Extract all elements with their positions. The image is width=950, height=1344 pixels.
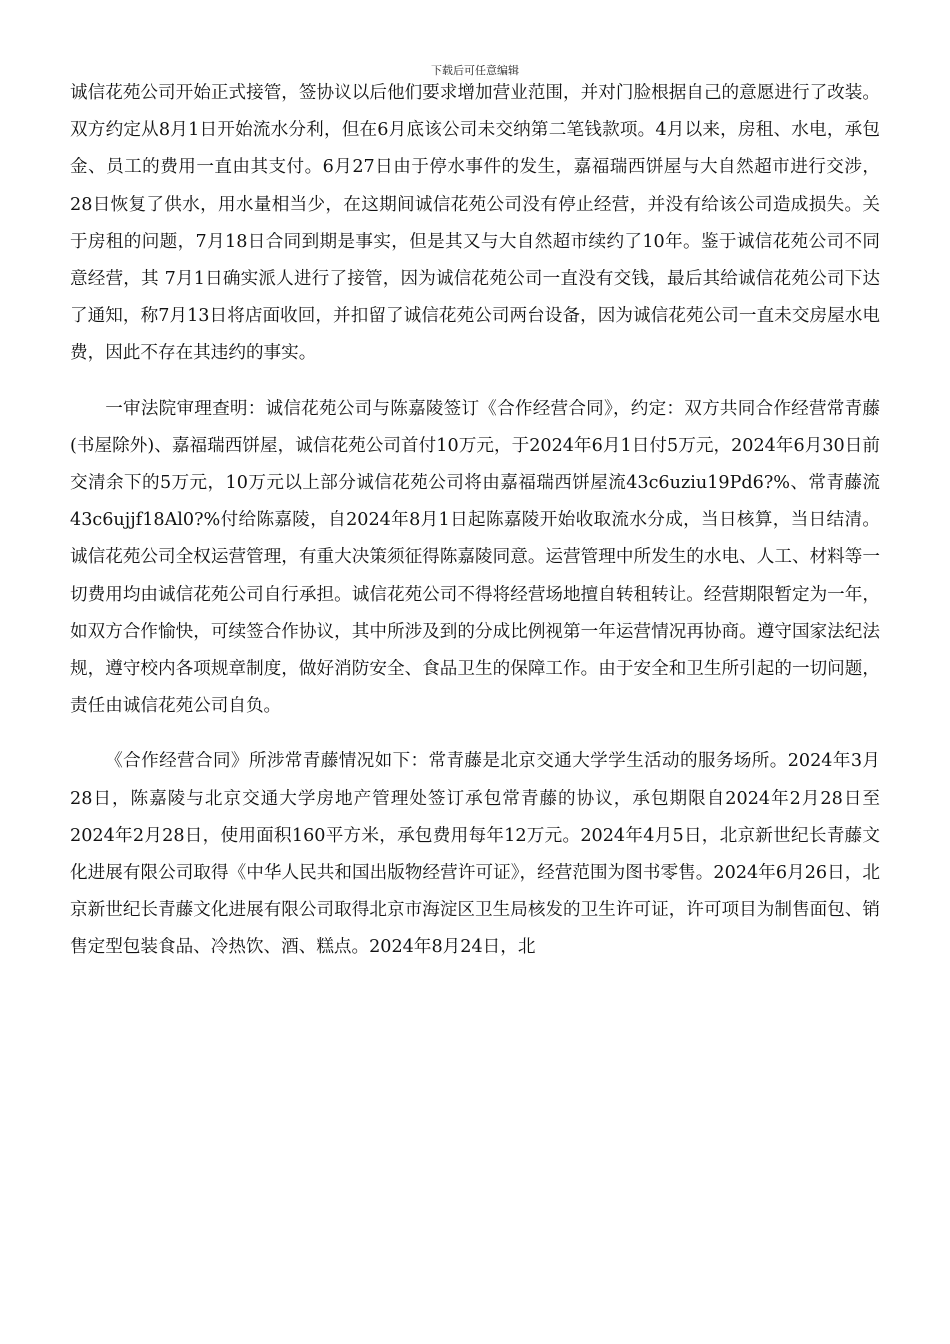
paragraph-defendant-statement: 诚信花苑公司开始正式接管，签协议以后他们要求增加营业范围，并对门脸根据自己的意愿进行了改装。双方约定从8月1日开始流水分利，但在6月底该公司未交纳第二笔钱款项。4月以来，房租、水电，承包金、员工的费用一直由其支付。6月27日由于停水事件的发生，嘉福瑞西饼屋与大自然超市进行交涉，28日恢复了供水，用水量相当少，在这期间诚信花苑公司没有停止经营，并没有给该公司造成损失。关于房租的问题，7月18日合同到期是事实，但是其又与大自然超市续约了10年。鉴于诚信花苑公司不同意经营，其 7月1日确实派人进行了接管，因为诚信花苑公司一直没有交钱，最后其给诚信花苑公司下达了通知，称7月13日将店面收回，并扣留了诚信花苑公司两台设备，因为诚信花苑公司一直未交房屋水电费，因此不存在其违约的事实。 bbox=[70, 83, 880, 364]
paragraph-first-instance-findings: 一审法院审理查明：诚信花苑公司与陈嘉陵签订《合作经营合同》，约定：双方共同合作经营常青藤(书屋除外)、嘉福瑞西饼屋，诚信花苑公司首付10万元，于2024年6月1日付5万元，2024年6月30日前交清余下的5万元，10万元以上部分诚信花苑公司将由嘉福瑞西饼屋流43c6uziu19Pd6?%、常青藤流43c6ujjf18Al0?%付给陈嘉陵，自2024年8月1日起陈嘉陵开始收取流水分成，当日核算，当日结清。诚信花苑公司全权运营管理，有重大决策须征得陈嘉陵同意。运营管理中所发生的水电、人工、材料等一切费用均由诚信花苑公司自行承担。诚信花苑公司不得将经营场地擅自转租转让。经营期限暂定为一年，如双方合作愉快，可续签合作协议，其中所涉及到的分成比例视第一年运营情况再协商。遵守国家法纪法规，遵守校内各项规章制度，做好消防安全、食品卫生的保障工作。由于安全和卫生所引起的一切问题，责任由诚信花苑公司自负。 bbox=[70, 398, 880, 717]
document-body bbox=[70, 75, 880, 967]
page-header: 下载后可任意编辑 bbox=[431, 64, 519, 77]
paragraph-changqingteng-details: 《合作经营合同》所涉常青藤情况如下：常青藤是北京交通大学学生活动的服务场所。2024年3月28日，陈嘉陵与北京交通大学房地产管理处签订承包常青藤的协议，承包期限自2024年2月28日至2024年2月28日，使用面积160平方米，承包费用每年12万元。2024年4月5日，北京新世纪长青藤文化进展有限公司取得《中华人民共和国出版物经营许可证》，经营范围为图书零售。2024年6月26日，北京新世纪长青藤文化进展有限公司取得北京市海淀区卫生局核发的卫生许可证，许可项目为制售面包、销售定型包装食品、冷热饮、酒、糕点。2024年8月24日，北 bbox=[70, 751, 880, 958]
